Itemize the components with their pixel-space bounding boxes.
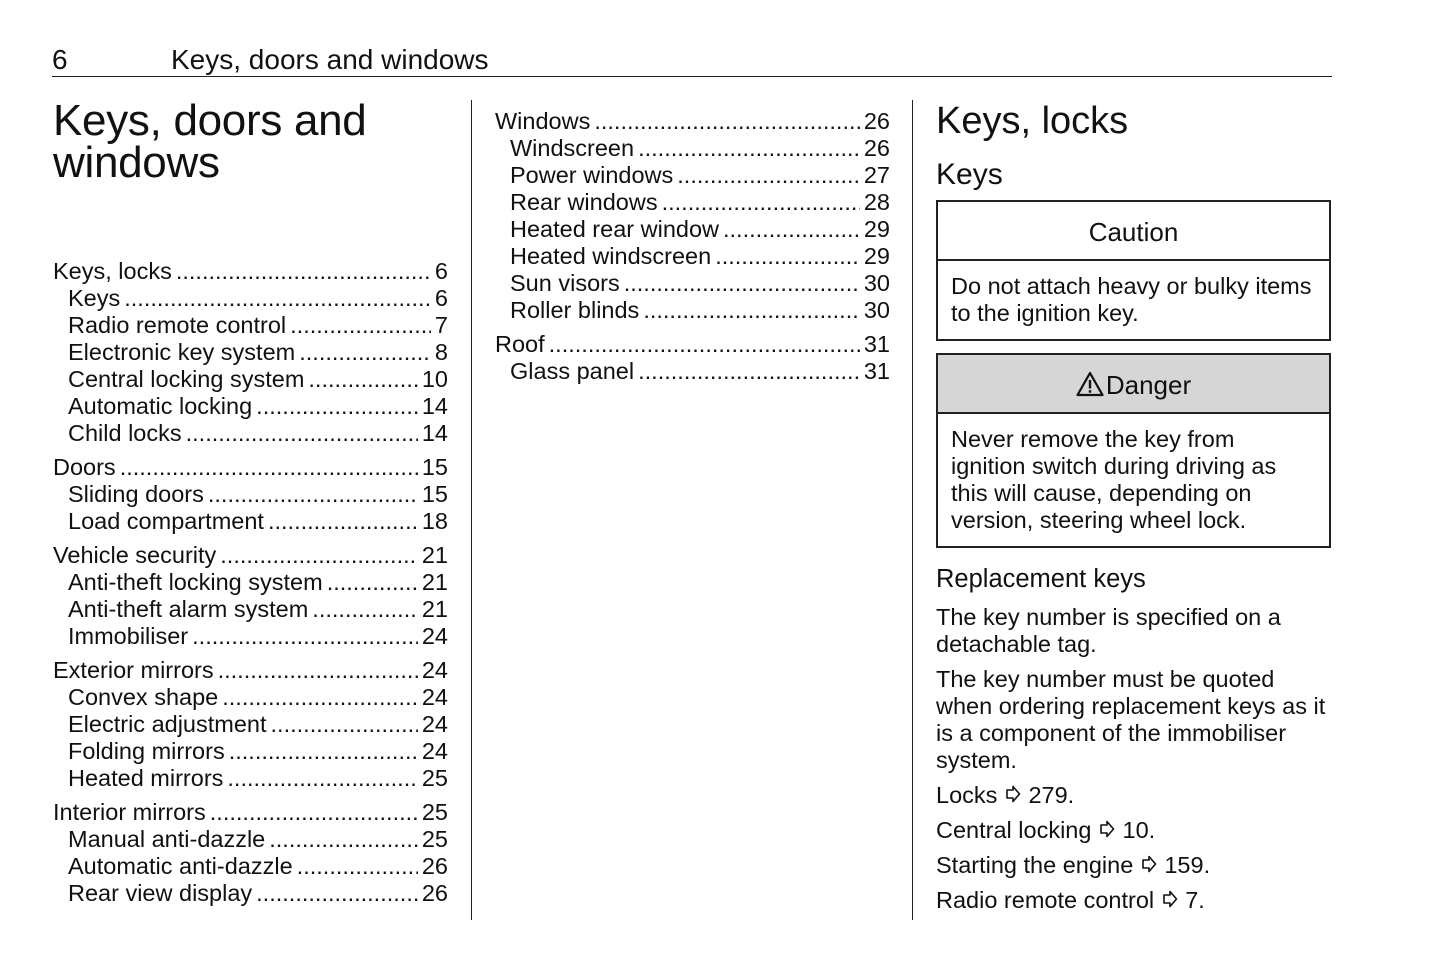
toc-entry[interactable] [53, 366, 448, 393]
toc-entry[interactable] [495, 135, 890, 162]
toc-page-number: 21 [421, 542, 448, 568]
toc-page-number: 6 [434, 258, 448, 284]
toc-label: Sliding doors [68, 481, 204, 507]
reference-arrow-icon [1161, 887, 1179, 914]
toc-entry[interactable] [53, 569, 448, 596]
toc-page-number: 7 [434, 312, 448, 338]
toc-page-number: 14 [421, 420, 448, 446]
toc-page-number: 30 [863, 297, 890, 323]
reference-label: Starting the engine [936, 852, 1134, 878]
toc-entry[interactable] [53, 285, 448, 312]
toc-leader-dots [677, 162, 860, 189]
toc-page-number: 6 [434, 285, 448, 311]
toc-label: Convex shape [68, 684, 219, 710]
toc-section-entry[interactable] [53, 542, 448, 569]
caution-heading: Caution [938, 202, 1329, 261]
warning-triangle-icon [1076, 358, 1104, 418]
reference-page: 10. [1122, 817, 1156, 843]
toc-label: Rear windows [510, 189, 658, 215]
chapter-title [53, 96, 448, 187]
section-keys-locks [936, 100, 1331, 922]
danger-box [936, 353, 1331, 548]
toc-entry[interactable] [495, 358, 890, 385]
toc-page-number: 26 [421, 880, 448, 906]
toc-leader-dots [624, 270, 860, 297]
chapter-title-block [53, 96, 448, 187]
toc-leader-dots [271, 711, 418, 738]
toc-entry[interactable] [495, 162, 890, 189]
toc-page-number: 18 [421, 508, 448, 534]
toc-page-number: 8 [434, 339, 448, 365]
toc-entry[interactable] [495, 270, 890, 297]
reference-arrow-icon [1098, 817, 1116, 844]
reference-label: Central locking [936, 817, 1092, 843]
toc-page-number: 21 [421, 596, 448, 622]
reference-label: Radio remote control [936, 887, 1155, 913]
toc-leader-dots [124, 285, 431, 312]
toc-page-number: 26 [863, 108, 890, 134]
toc-leader-dots [299, 339, 431, 366]
toc-entry[interactable] [53, 765, 448, 792]
toc-label: Exterior mirrors [53, 657, 214, 683]
toc-entry[interactable] [53, 853, 448, 880]
toc-label: Doors [53, 454, 116, 480]
toc-section-entry[interactable] [53, 799, 448, 826]
toc-label: Automatic anti-dazzle [68, 853, 293, 879]
toc-page-number: 29 [863, 216, 890, 242]
toc-group [53, 454, 448, 535]
toc-leader-dots [638, 358, 860, 385]
toc-entry[interactable] [53, 481, 448, 508]
toc-entry[interactable] [53, 508, 448, 535]
toc-group [495, 331, 890, 385]
toc-label: Windscreen [510, 135, 635, 161]
toc-page-number: 31 [863, 331, 890, 357]
toc-label: Rear view display [68, 880, 253, 906]
toc-label: Heated mirrors [68, 765, 224, 791]
toc-entry[interactable] [53, 623, 448, 650]
toc-label: Folding mirrors [68, 738, 225, 764]
chapter-title-line2: windows [53, 138, 220, 187]
toc-leader-dots [186, 420, 418, 447]
section-title: Keys, locks [936, 100, 1129, 142]
toc-page-number: 31 [863, 358, 890, 384]
toc-leader-dots [256, 880, 418, 907]
page-number: 6 [52, 44, 68, 75]
reference-page: 279. [1028, 782, 1075, 808]
toc-page-number: 24 [421, 738, 448, 764]
toc-label: Windows [495, 108, 591, 134]
toc-label: Roof [495, 331, 545, 357]
toc-page-number: 25 [421, 826, 448, 852]
toc-label: Heated rear window [510, 216, 719, 242]
toc-section-entry[interactable] [495, 331, 890, 358]
toc-label: Vehicle security [53, 542, 217, 568]
toc-label: Automatic locking [68, 393, 253, 419]
page-header [52, 38, 1332, 77]
toc-section-entry[interactable] [495, 108, 890, 135]
danger-heading: Danger [1105, 370, 1192, 400]
caution-box [936, 200, 1331, 341]
toc-label: Manual anti-dazzle [68, 826, 266, 852]
toc-label: Radio remote control [68, 312, 287, 338]
toc-leader-dots [176, 258, 431, 285]
toc-label: Anti-theft locking system [68, 569, 323, 595]
toc-group [53, 258, 448, 447]
toc-page-number: 24 [421, 657, 448, 683]
toc-leader-dots [327, 569, 418, 596]
toc-leader-dots [208, 481, 418, 508]
toc-section-entry[interactable] [53, 258, 448, 285]
cross-reference[interactable] [936, 782, 1331, 809]
toc-leader-dots [210, 799, 418, 826]
toc-section-entry[interactable] [53, 657, 448, 684]
toc-entry[interactable] [53, 596, 448, 623]
toc-page-number: 15 [421, 454, 448, 480]
paragraph: The key number is specified on a detachable tag. [936, 604, 1281, 657]
toc-label: Electronic key system [68, 339, 296, 365]
toc-leader-dots [120, 454, 418, 481]
cross-reference[interactable] [936, 887, 1331, 914]
header-title: Keys, doors and windows [171, 44, 489, 75]
column-divider [471, 100, 472, 920]
toc-leader-dots [256, 393, 418, 420]
toc-leader-dots [290, 312, 431, 339]
toc-entry[interactable] [495, 189, 890, 216]
toc-page-number: 27 [863, 162, 890, 188]
reference-arrow-icon [1004, 782, 1022, 809]
toc-leader-dots [192, 623, 418, 650]
toc-label: Heated windscreen [510, 243, 712, 269]
toc-page-number: 29 [863, 243, 890, 269]
toc-label: Power windows [510, 162, 674, 188]
toc-left-column [53, 258, 448, 914]
paragraph: The key number must be quoted when ordering replacement keys as it is a component of the immobiliser system. [936, 666, 1326, 773]
reference-page: 159. [1164, 852, 1211, 878]
toc-label: Interior mirrors [53, 799, 206, 825]
toc-page-number: 25 [421, 799, 448, 825]
toc-page-number: 14 [421, 393, 448, 419]
reference-page: 7. [1185, 887, 1205, 913]
toc-page-number: 21 [421, 569, 448, 595]
chapter-title-line1: Keys, doors and [53, 96, 367, 145]
toc-entry[interactable] [53, 826, 448, 853]
toc-label: Central locking system [68, 366, 305, 392]
toc-group [495, 108, 890, 324]
toc-leader-dots [269, 826, 418, 853]
toc-label: Child locks [68, 420, 182, 446]
column-divider [912, 100, 913, 920]
toc-leader-dots [594, 108, 860, 135]
replacement-keys-heading: Replacement keys [936, 565, 1146, 593]
toc-leader-dots [268, 508, 418, 535]
toc-leader-dots [549, 331, 860, 358]
toc-leader-dots [662, 189, 860, 216]
toc-entry[interactable] [495, 216, 890, 243]
danger-text: Never remove the key from ignition switch during driving as this will cause, depending on version, steering wheel lock. [951, 426, 1277, 533]
toc-entry[interactable] [53, 393, 448, 420]
toc-label: Keys, locks [53, 258, 172, 284]
toc-page-number: 24 [421, 711, 448, 737]
toc-leader-dots [297, 853, 418, 880]
toc-leader-dots [227, 765, 417, 792]
toc-leader-dots [715, 243, 860, 270]
toc-entry[interactable] [495, 243, 890, 270]
cross-reference[interactable] [936, 852, 1331, 879]
toc-page-number: 24 [421, 623, 448, 649]
toc-entry[interactable] [53, 420, 448, 447]
toc-leader-dots [308, 366, 417, 393]
cross-references [936, 782, 1331, 914]
toc-entry[interactable] [53, 738, 448, 765]
toc-leader-dots [638, 135, 860, 162]
toc-label: Anti-theft alarm system [68, 596, 309, 622]
toc-label: Keys [68, 285, 121, 311]
cross-reference[interactable] [936, 817, 1331, 844]
toc-group [53, 799, 448, 907]
toc-page-number: 15 [421, 481, 448, 507]
reference-arrow-icon [1140, 852, 1158, 879]
toc-leader-dots [229, 738, 418, 765]
toc-label: Immobiliser [68, 623, 189, 649]
toc-leader-dots [723, 216, 860, 243]
toc-entry[interactable] [53, 339, 448, 366]
toc-entry[interactable] [53, 684, 448, 711]
toc-middle-column [495, 108, 890, 392]
toc-leader-dots [222, 684, 418, 711]
toc-entry[interactable] [495, 297, 890, 324]
reference-label: Locks [936, 782, 998, 808]
toc-entry[interactable] [53, 711, 448, 738]
caution-text: Do not attach heavy or bulky items to the ignition key. [951, 273, 1312, 326]
toc-label: Load compartment [68, 508, 264, 534]
toc-entry[interactable] [53, 312, 448, 339]
toc-page-number: 30 [863, 270, 890, 296]
subsection-title: Keys [936, 158, 1003, 191]
toc-label: Glass panel [510, 358, 635, 384]
toc-page-number: 24 [421, 684, 448, 710]
toc-label: Roller blinds [510, 297, 640, 323]
toc-label: Sun visors [510, 270, 620, 296]
toc-leader-dots [218, 657, 418, 684]
toc-entry[interactable] [53, 880, 448, 907]
toc-page-number: 10 [421, 366, 448, 392]
toc-leader-dots [643, 297, 860, 324]
toc-leader-dots [312, 596, 418, 623]
toc-group [53, 657, 448, 792]
toc-page-number: 28 [863, 189, 890, 215]
danger-header [938, 355, 1329, 414]
toc-leader-dots [220, 542, 418, 569]
toc-page-number: 26 [863, 135, 890, 161]
toc-group [53, 542, 448, 650]
toc-section-entry[interactable] [53, 454, 448, 481]
toc-page-number: 26 [421, 853, 448, 879]
toc-page-number: 25 [421, 765, 448, 791]
toc-label: Electric adjustment [68, 711, 267, 737]
